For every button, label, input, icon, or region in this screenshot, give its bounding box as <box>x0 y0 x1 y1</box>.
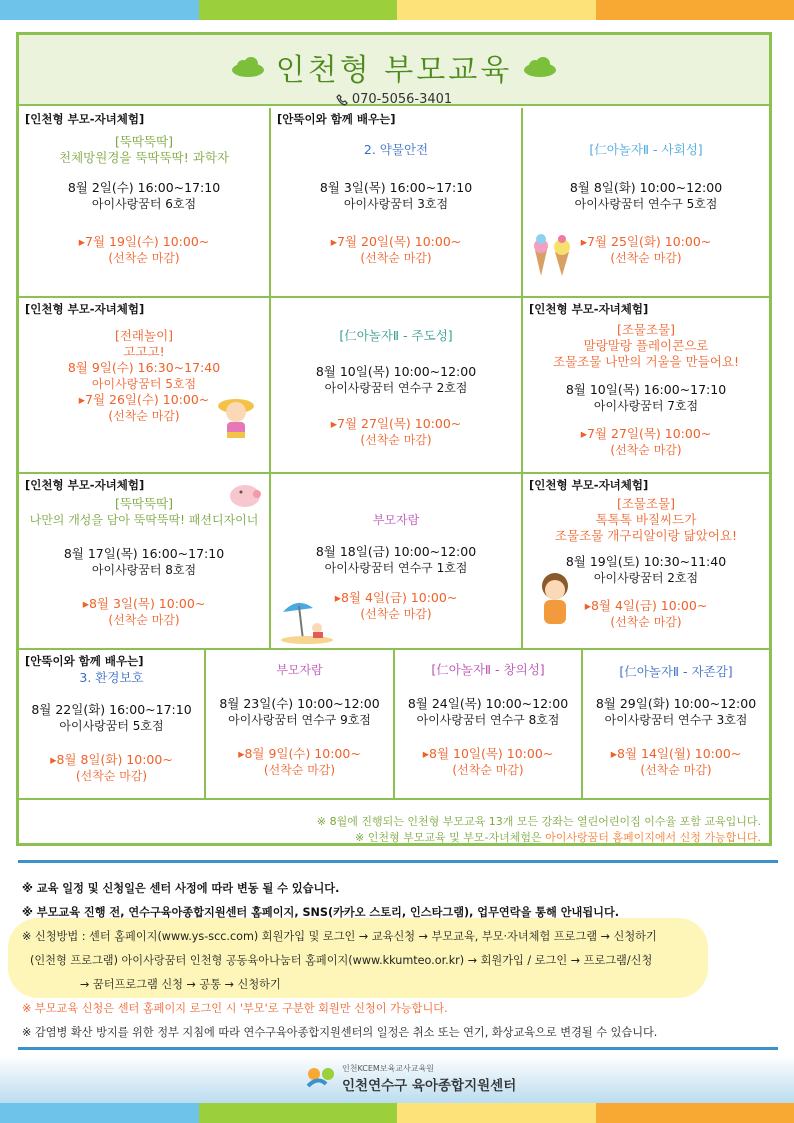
info-line: ※ 교육 일정 및 신청일은 센터 사정에 따라 변동 될 수 있습니다. <box>22 882 340 895</box>
cell-tag: [인천형 부모-자녀체험] <box>25 302 145 316</box>
board-note <box>317 813 761 829</box>
cell-title: [仁아놀자Ⅱ - 주도성] <box>339 328 453 343</box>
schedule-cell <box>19 298 271 472</box>
schedule-cell <box>523 108 769 296</box>
cell-title: [조물조물] <box>616 496 676 511</box>
section-divider <box>18 860 778 863</box>
cell-title: [仁아놀자Ⅱ - 사회성] <box>589 142 703 157</box>
cell-title: 부모자람 <box>372 513 420 527</box>
info-line: → 꿈터프로그램 신청 → 공통 → 신청하기 <box>80 978 281 991</box>
org-name: 인천연수구 육아종합지원센터 <box>342 1078 517 1094</box>
org-logo <box>304 1063 516 1094</box>
cell-apply-note: (선착순 마감) <box>360 607 432 621</box>
cell-apply-note: (선착순 마감) <box>610 443 682 457</box>
schedule-row <box>19 474 769 650</box>
cell-place: 아이사랑꿈터 6호점 <box>91 197 197 211</box>
schedule-row <box>19 650 769 800</box>
org-logo-icon <box>304 1064 336 1094</box>
cell-date: 8월 10일(목) 10:00~12:00 <box>315 364 477 379</box>
schedule-cell <box>19 108 271 296</box>
cell-title: [뚝딱뚝딱] <box>114 134 174 149</box>
schedule-cell <box>395 650 583 798</box>
cell-date: 8월 22일(화) 16:00~17:10 <box>31 702 192 717</box>
cell-place: 아이사랑꿈터 8호점 <box>91 563 197 577</box>
cell-place: 아이사랑꿈터 연수구 8호점 <box>416 713 560 727</box>
girl-illustration <box>535 572 575 632</box>
cell-title: 말랑말랑 플레이콘으로 <box>583 338 709 353</box>
cell-title: 부모자람 <box>276 663 323 677</box>
info-line: ※ 감염병 확산 방지를 위한 정부 지침에 따라 연수구육아종합지원센터의 일정은 취소 또는 연기, 화상교육으로 변경될 수 있습니다. <box>22 1026 658 1039</box>
cell-apply-note: (선착순 마감) <box>360 251 432 265</box>
cell-place: 아이사랑꿈터 연수구 5호점 <box>574 197 718 211</box>
schedule-row <box>19 298 769 474</box>
cell-place: 아이사랑꿈터 연수구 1호점 <box>324 561 468 575</box>
schedule-cell <box>583 650 769 798</box>
schedule-board <box>16 32 772 846</box>
cell-apply-note: (선착순 마감) <box>108 409 180 423</box>
cell-apply-date: ▸8월 4일(금) 10:00~ <box>584 598 708 613</box>
cell-apply-note: (선착순 마감) <box>640 763 712 777</box>
child-illustration <box>215 394 257 444</box>
cell-apply-date: ▸7월 25일(화) 10:00~ <box>580 234 712 249</box>
cell-tag: [인천형 부모-자녀체험] <box>25 112 145 126</box>
schedule-cell <box>523 298 769 472</box>
cell-title: [조물조물] <box>616 322 676 337</box>
board-header <box>19 35 769 106</box>
cell-tag: [안뚝이와 함께 배우는] <box>277 112 396 126</box>
cell-date: 8월 8일(화) 10:00~12:00 <box>569 180 723 195</box>
cloud-icon <box>230 56 266 78</box>
cell-place: 아이사랑꿈터 7호점 <box>593 399 699 413</box>
cell-tag: [안뚝이와 함께 배우는] <box>25 654 144 668</box>
schedule-cell <box>271 298 523 472</box>
cell-date: 8월 3일(목) 16:00~17:10 <box>319 180 473 195</box>
cell-date: 8월 17일(목) 16:00~17:10 <box>63 546 225 561</box>
cell-place: 아이사랑꿈터 5호점 <box>59 719 164 733</box>
schedule-grid <box>19 108 769 800</box>
info-line: (인천형 프로그램) 아이사랑꿈터 인천형 공동육아나눔터 홈페이지(www.kkumteo.or.kr) → 회원가입 / 로그인 → 프로그램/신청 <box>30 954 653 967</box>
schedule-cell <box>271 108 523 296</box>
cell-title: 톡톡톡 바질씨드가 <box>595 512 697 527</box>
cell-place: 아이사랑꿈터 연수구 3호점 <box>604 713 748 727</box>
cell-apply-note: (선착순 마감) <box>610 615 682 629</box>
cell-title: 2. 약물안전 <box>363 142 429 157</box>
cell-title: [仁아놀자Ⅱ - 창의성] <box>431 662 545 677</box>
cell-date: 8월 9일(수) 16:30~17:40 <box>67 360 221 375</box>
board-note-text: ※ 인천형 부모교육 및 부모-자녀체험은 <box>355 831 546 844</box>
cell-apply-date: ▸7월 20일(목) 10:00~ <box>330 234 462 249</box>
cell-title: 조물조물 개구리알이랑 닮았어요! <box>554 528 737 543</box>
phone-icon <box>336 94 348 106</box>
cell-apply-note: (선착순 마감) <box>108 613 180 627</box>
schedule-cell <box>271 474 523 648</box>
cell-apply-date: ▸8월 9일(수) 10:00~ <box>238 746 361 761</box>
phone-number: 070-5056-3401 <box>351 92 453 107</box>
bottom-color-stripe <box>0 1103 794 1123</box>
cell-place: 아이사랑꿈터 3호점 <box>343 197 449 211</box>
board-note-highlight: 아이사랑꿈터 홈페이지에서 신청 가능합니다. <box>545 831 761 844</box>
ice-cream-icon <box>531 230 575 278</box>
cell-tag: [인천형 부모-자녀체험] <box>25 478 145 492</box>
cell-apply-date: ▸7월 27일(목) 10:00~ <box>580 426 712 441</box>
cell-apply-note: (선착순 마감) <box>360 433 432 447</box>
info-line: ※ 신청방법 : 센터 홈페이지(www.ys-scc.com) 회원가입 및 로그인 → 교육신청 → 부모교육, 부모·자녀체험 프로그램 → 신청하기 <box>22 930 657 943</box>
cell-title: 나만의 개성을 담아 뚝딱뚝딱! 패션디자이너 <box>29 513 259 527</box>
schedule-cell <box>206 650 395 798</box>
cell-title: 천체망원경을 뚝딱뚝딱! 과학자 <box>59 150 229 165</box>
cell-place: 아이사랑꿈터 연수구 2호점 <box>324 381 468 395</box>
cell-title: [뚝딱뚝딱] <box>114 496 174 511</box>
cell-tag: [인천형 부모-자녀체험] <box>529 302 649 316</box>
cell-date: 8월 29일(화) 10:00~12:00 <box>595 696 757 711</box>
cell-apply-note: (선착순 마감) <box>75 769 148 783</box>
cell-apply-date: ▸8월 14일(월) 10:00~ <box>610 746 742 761</box>
cell-title: [仁아놀자Ⅱ - 자존감] <box>619 664 733 679</box>
cell-apply-note: (선착순 마감) <box>610 251 682 265</box>
cell-apply-date: ▸8월 3일(목) 10:00~ <box>82 596 206 611</box>
info-line: ※ 부모교육 신청은 센터 홈페이지 로그인 시 '부모'로 구분한 회원만 신청이 가능합니다. <box>22 1002 448 1015</box>
info-line: ※ 부모교육 진행 전, 연수구육아종합지원센터 홈페이지, SNS(카카오 스토리, 인스타그램), 업무연락을 통해 안내됩니다. <box>22 906 619 919</box>
top-color-stripe <box>0 0 794 20</box>
cell-apply-date: ▸7월 19일(수) 10:00~ <box>78 234 210 249</box>
cell-date: 8월 2일(수) 16:00~17:10 <box>67 180 221 195</box>
schedule-cell <box>523 474 769 648</box>
piggy-illustration <box>225 478 265 510</box>
section-divider <box>18 1047 778 1050</box>
cell-date: 8월 10일(목) 16:00~17:10 <box>565 382 727 397</box>
schedule-row <box>19 108 769 298</box>
cell-apply-date: ▸8월 10일(목) 10:00~ <box>422 746 554 761</box>
cell-apply-note: (선착순 마감) <box>108 251 180 265</box>
cell-place: 아이사랑꿈터 연수구 9호점 <box>228 713 371 727</box>
cell-apply-date: ▸8월 8일(화) 10:00~ <box>50 752 173 767</box>
cell-title: [전래놀이] <box>114 328 174 343</box>
org-small-name: 인천KCEM보육교사교육원 <box>342 1064 434 1073</box>
cell-place: 아이사랑꿈터 2호점 <box>593 571 699 585</box>
cell-apply-note: (선착순 마감) <box>452 763 524 777</box>
schedule-cell <box>19 650 206 798</box>
board-note <box>355 829 761 845</box>
cell-date: 8월 19일(토) 10:30~11:40 <box>565 554 727 569</box>
cell-apply-note: (선착순 마감) <box>263 763 336 777</box>
cell-place: 아이사랑꿈터 5호점 <box>91 377 197 391</box>
board-note-text: ※ 8월에 진행되는 인천형 부모교육 13개 모든 강좌는 열린어린이집 이수율 포함 교육입니다. <box>316 815 761 828</box>
cell-title: 3. 환경보호 <box>79 670 144 685</box>
cloud-icon <box>522 56 558 78</box>
cell-date: 8월 18일(금) 10:00~12:00 <box>315 544 477 559</box>
cell-date: 8월 23일(수) 10:00~12:00 <box>219 696 380 711</box>
beach-illustration <box>279 594 335 644</box>
cell-tag: [인천형 부모-자녀체험] <box>529 478 649 492</box>
cell-apply-date: ▸8월 4일(금) 10:00~ <box>334 590 458 605</box>
cell-apply-date: ▸7월 26일(수) 10:00~ <box>78 392 210 407</box>
cell-title: 조물조물 나만의 거울을 만들어요! <box>553 354 739 369</box>
cell-title: 고고고! <box>123 344 165 359</box>
cell-apply-date: ▸7월 27일(목) 10:00~ <box>330 416 462 431</box>
cell-date: 8월 24일(목) 10:00~12:00 <box>407 696 569 711</box>
page-title: 인천형 부모교육 <box>275 53 513 88</box>
schedule-cell <box>19 474 271 648</box>
